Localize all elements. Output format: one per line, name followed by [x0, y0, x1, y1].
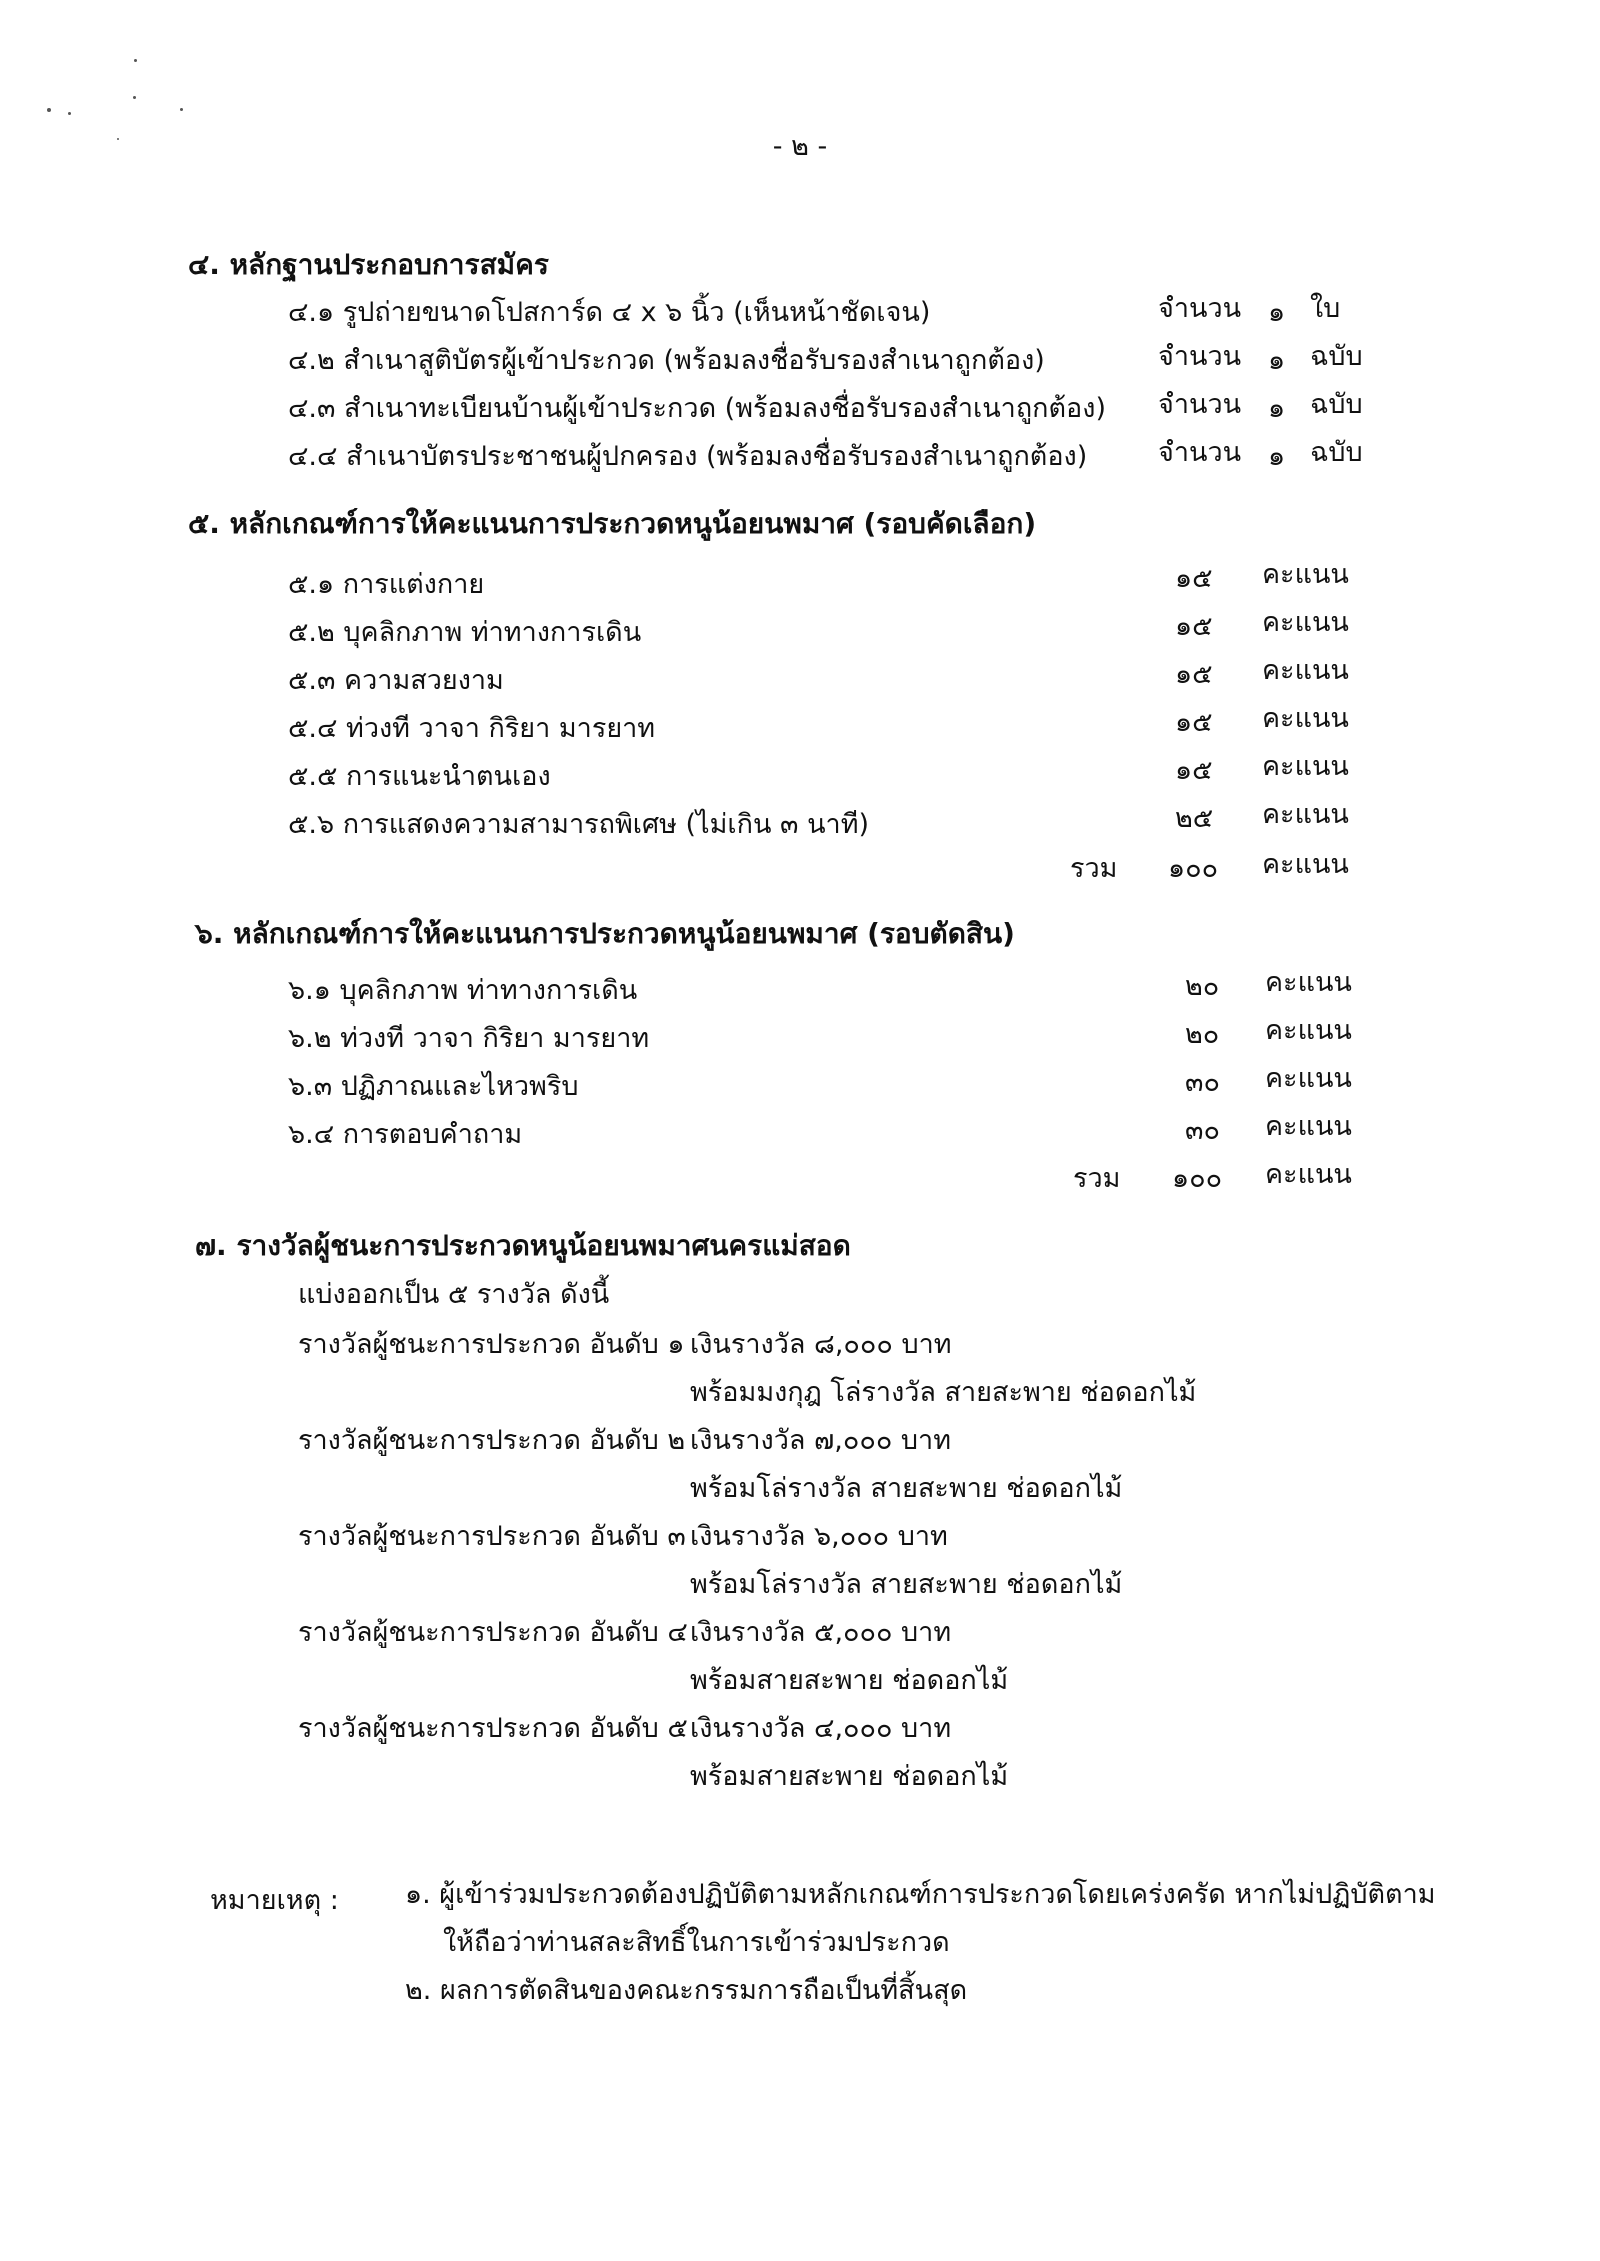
section-5-item-unit: คะแนน: [1262, 751, 1349, 782]
section-4-item-unit: ฉบับ: [1310, 389, 1363, 420]
section-6-item-score: ๒๐: [1185, 971, 1220, 1002]
section-6-item-label: ๖.๔ การตอบคำถาม: [288, 1119, 523, 1150]
award-title: รางวัลผู้ชนะการประกวด อันดับ ๔: [298, 1617, 688, 1648]
section-6-item-unit: คะแนน: [1265, 1063, 1352, 1094]
section-6-item-score: ๓๐: [1185, 1067, 1220, 1098]
section-6-item-label: ๖.๓ ปฏิภาณและไหวพริบ: [288, 1071, 579, 1102]
section-4-item-qty: ๑: [1268, 393, 1286, 424]
section-4-item-unit: ฉบับ: [1310, 437, 1363, 468]
section-5-item-unit: คะแนน: [1262, 607, 1349, 638]
remark-item: ๑. ผู้เข้าร่วมประกวดต้องปฏิบัติตามหลักเกณฑ์การประกวดโดยเคร่งครัด หากไม่ปฏิบัติตาม: [405, 1879, 1436, 1910]
section-5-total-label: รวม: [1070, 853, 1118, 884]
scan-speck: [133, 96, 136, 99]
section-4-item-label: ๔.๑ รูปถ่ายขนาดโปสการ์ด ๔ x ๖ นิ้ว (เห็นหน้าชัดเจน): [288, 297, 931, 328]
scan-speck: [134, 59, 137, 62]
section-6-item-score: ๒๐: [1185, 1019, 1220, 1050]
section-5-item-label: ๕.๑ การแต่งกาย: [288, 569, 485, 600]
section-5-item-label: ๕.๓ ความสวยงาม: [288, 665, 504, 696]
award-extras: พร้อมสายสะพาย ช่อดอกไม้: [690, 1665, 1009, 1696]
section-4-item-qty-word: จำนวน: [1158, 389, 1242, 420]
scan-speck: [47, 108, 51, 112]
section-4-item-qty-word: จำนวน: [1158, 341, 1242, 372]
award-extras: พร้อมโล่รางวัล สายสะพาย ช่อดอกไม้: [690, 1569, 1123, 1600]
section-5-item-unit: คะแนน: [1262, 799, 1349, 830]
section-4-item-qty: ๑: [1268, 297, 1286, 328]
section-6-item-score: ๓๐: [1185, 1115, 1220, 1146]
remark-item-continuation: ให้ถือว่าท่านสละสิทธิ์ในการเข้าร่วมประกวด: [443, 1927, 950, 1958]
section-6-heading: ๖. หลักเกณฑ์การให้คะแนนการประกวดหนูน้อยนพมาศ (รอบตัดสิน): [195, 917, 1015, 950]
section-6-item-unit: คะแนน: [1265, 967, 1352, 998]
scan-speck: [68, 112, 71, 115]
remark-item: ๒. ผลการตัดสินของคณะกรรมการถือเป็นที่สิ้นสุด: [405, 1975, 968, 2006]
award-title: รางวัลผู้ชนะการประกวด อันดับ ๕: [298, 1713, 688, 1744]
section-5-item-label: ๕.๒ บุคลิกภาพ ท่าทางการเดิน: [288, 617, 642, 648]
section-5-item-unit: คะแนน: [1262, 703, 1349, 734]
section-5-item-label: ๕.๖ การแสดงความสามารถพิเศษ (ไม่เกิน ๓ นาที): [288, 809, 870, 840]
section-7-intro: แบ่งออกเป็น ๕ รางวัล ดังนี้: [298, 1279, 610, 1310]
section-5-item-label: ๕.๕ การแนะนำตนเอง: [288, 761, 551, 792]
scan-speck: [180, 108, 183, 111]
section-6-item-unit: คะแนน: [1265, 1015, 1352, 1046]
section-7-heading: ๗. รางวัลผู้ชนะการประกวดหนูน้อยนพมาศนครแม่สอด: [195, 1229, 851, 1262]
section-6-total-unit: คะแนน: [1265, 1159, 1352, 1190]
section-5-item-unit: คะแนน: [1262, 559, 1349, 590]
page-number: - ๒ -: [772, 131, 828, 162]
section-6-total-score: ๑๐๐: [1172, 1163, 1223, 1194]
award-money: เงินรางวัล ๔,๐๐๐ บาท: [690, 1713, 952, 1744]
section-4-item-label: ๔.๔ สำเนาบัตรประชาชนผู้ปกครอง (พร้อมลงชื่อรับรองสำเนาถูกต้อง): [288, 441, 1088, 472]
section-6-item-unit: คะแนน: [1265, 1111, 1352, 1142]
section-4-item-unit: ฉบับ: [1310, 341, 1363, 372]
remarks-label: หมายเหตุ :: [210, 1885, 339, 1916]
section-5-item-score: ๒๕: [1175, 803, 1214, 834]
section-4-item-qty-word: จำนวน: [1158, 293, 1242, 324]
section-4-item-unit: ใบ: [1310, 293, 1341, 324]
section-5-item-score: ๑๕: [1175, 707, 1213, 738]
award-money: เงินรางวัล ๗,๐๐๐ บาท: [690, 1425, 952, 1456]
section-4-item-qty: ๑: [1268, 345, 1286, 376]
award-title: รางวัลผู้ชนะการประกวด อันดับ ๓: [298, 1521, 686, 1552]
section-6-item-label: ๖.๑ บุคลิกภาพ ท่าทางการเดิน: [288, 975, 638, 1006]
section-5-item-score: ๑๕: [1175, 611, 1213, 642]
section-4-item-qty-word: จำนวน: [1158, 437, 1242, 468]
section-4-item-label: ๔.๒ สำเนาสูติบัตรผู้เข้าประกวด (พร้อมลงชื่อรับรองสำเนาถูกต้อง): [288, 345, 1045, 376]
award-money: เงินรางวัล ๖,๐๐๐ บาท: [690, 1521, 948, 1552]
section-4-item-label: ๔.๓ สำเนาทะเบียนบ้านผู้เข้าประกวด (พร้อมลงชื่อรับรองสำเนาถูกต้อง): [288, 393, 1106, 424]
award-extras: พร้อมสายสะพาย ช่อดอกไม้: [690, 1761, 1009, 1792]
award-money: เงินรางวัล ๘,๐๐๐ บาท: [690, 1329, 952, 1360]
section-6-total-label: รวม: [1073, 1163, 1121, 1194]
section-5-heading: ๕. หลักเกณฑ์การให้คะแนนการประกวดหนูน้อยนพมาศ (รอบคัดเลือก): [188, 507, 1037, 540]
award-money: เงินรางวัล ๕,๐๐๐ บาท: [690, 1617, 952, 1648]
section-5-item-score: ๑๕: [1175, 755, 1213, 786]
award-extras: พร้อมมงกุฎ โล่รางวัล สายสะพาย ช่อดอกไม้: [690, 1377, 1197, 1408]
section-5-total-unit: คะแนน: [1262, 849, 1349, 880]
section-6-item-label: ๖.๒ ท่วงที วาจา กิริยา มารยาท: [288, 1023, 650, 1054]
section-5-item-score: ๑๕: [1175, 563, 1213, 594]
section-4-item-qty: ๑: [1268, 441, 1286, 472]
award-extras: พร้อมโล่รางวัล สายสะพาย ช่อดอกไม้: [690, 1473, 1123, 1504]
award-title: รางวัลผู้ชนะการประกวด อันดับ ๒: [298, 1425, 686, 1456]
section-5-item-label: ๕.๔ ท่วงที วาจา กิริยา มารยาท: [288, 713, 656, 744]
section-5-item-unit: คะแนน: [1262, 655, 1349, 686]
section-4-heading: ๔. หลักฐานประกอบการสมัคร: [188, 248, 549, 281]
award-title: รางวัลผู้ชนะการประกวด อันดับ ๑: [298, 1329, 685, 1360]
section-5-total-score: ๑๐๐: [1168, 853, 1219, 884]
section-5-item-score: ๑๕: [1175, 659, 1213, 690]
